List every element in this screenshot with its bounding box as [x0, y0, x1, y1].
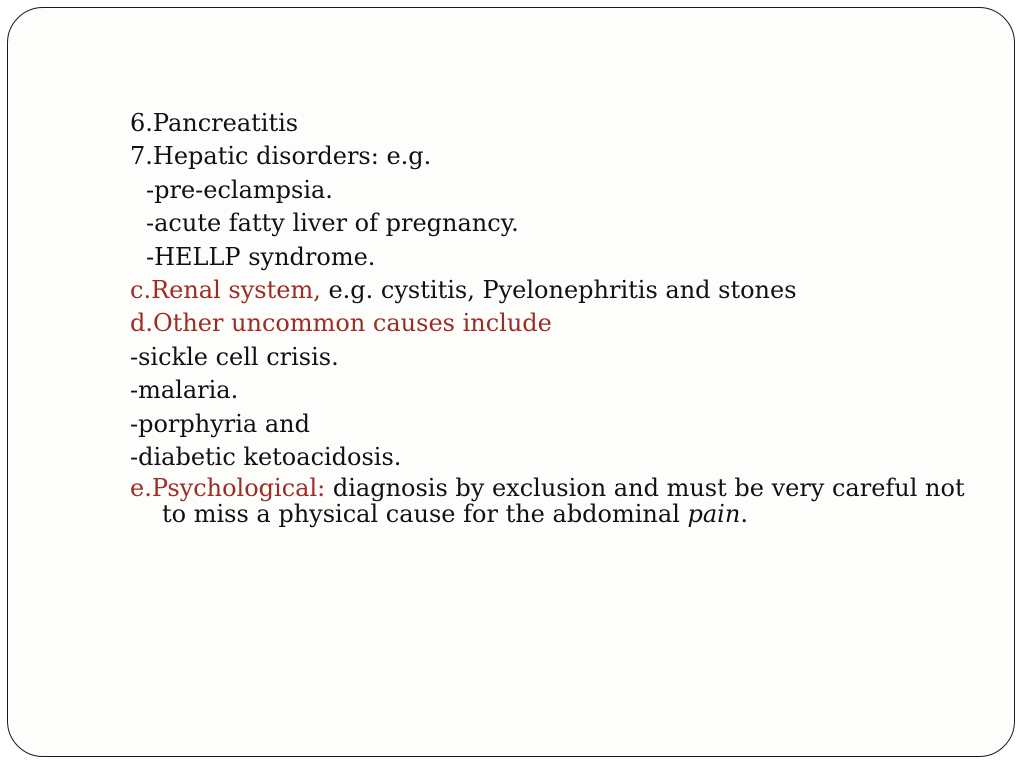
- psychological-text-end: pain: [687, 500, 741, 529]
- renal-system-heading: c.Renal system,: [130, 275, 321, 304]
- subitem-pre-eclampsia: -pre-eclampsia.: [146, 175, 333, 204]
- psychological-period: .: [740, 500, 748, 529]
- item-hepatic-disorders: 7.Hepatic disorders: e.g.: [130, 142, 432, 171]
- subitem-hellp-syndrome: -HELLP syndrome.: [146, 242, 376, 271]
- cause-porphyria: -porphyria and: [130, 409, 310, 438]
- renal-system-text: e.g. cystitis, Pyelonephritis and stones: [320, 275, 797, 304]
- item-other-causes: [130, 307, 970, 340]
- other-causes-heading: d.Other uncommon causes include: [130, 309, 552, 338]
- cause-sickle-cell: -sickle cell crisis.: [130, 342, 339, 371]
- item-pancreatitis: 6.Pancreatitis: [130, 109, 299, 137]
- cause-diabetic-ketoacidosis: -diabetic ketoacidosis.: [130, 442, 402, 471]
- item-psychological: [130, 475, 992, 527]
- slide-body: [130, 107, 970, 527]
- psychological-text: diagnosis by exclusion and must be very careful not to miss a physical cause for the abdominal: [162, 474, 965, 529]
- subitem-acute-fatty-liver: -acute fatty liver of pregnancy.: [146, 209, 519, 238]
- psychological-heading: e.Psychological:: [130, 474, 326, 503]
- cause-malaria: -malaria.: [130, 376, 239, 405]
- item-renal-system: [130, 274, 970, 307]
